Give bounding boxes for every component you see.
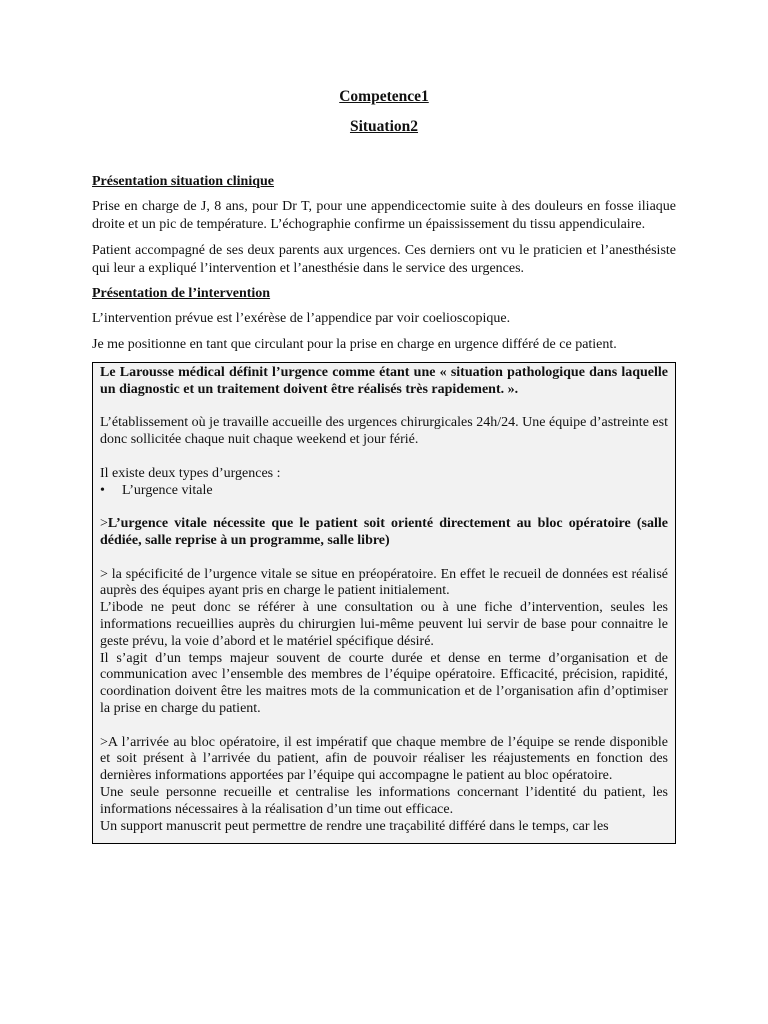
paragraph: L’intervention prévue est l’exérèse de l’appendice par voir coelioscopique. bbox=[92, 311, 511, 326]
section-heading-situation: Présentation situation clinique bbox=[92, 174, 275, 189]
arrow-prefix: > bbox=[100, 516, 108, 532]
box-paragraph: > la spécificité de l’urgence vitale se situe en préopératoire. En effet le recueil de données est réalisé auprès des équipes ayant pris en charge le patient initialement. bbox=[100, 566, 668, 599]
paragraph: Prise en charge de J, 8 ans, pour Dr T, pour une appendicectomie suite à des douleurs en fosse iliaque droite et un pic de température. L’échographie confirme un épaississement du tissu appendiculaire. bbox=[92, 199, 676, 232]
box-paragraph: L’établissement où je travaille accueille des urgences chirurgicales 24h/24. Une équipe d’astreinte est donc sollicitée chaque nuit chaque weekend et jour férié. bbox=[100, 415, 668, 448]
box-paragraph: >A l’arrivée au bloc opératoire, il est impératif que chaque membre de l’équipe se rende disponible et soit présent à l’arrivée du patient, afin de pouvoir réaliser les réajustements en fonction des dernières informations apportées par l’équipe qui accompagne le patient au bloc opératoire. bbox=[100, 734, 668, 784]
document-body bbox=[92, 174, 676, 844]
box-paragraph: Il s’agit d’un temps majeur souvent de courte durée et dense en terme d’organisation et de communication avec l’ensemble des membres de l’équipe opératoire. Efficacité, précision, rapidité, coordination doivent être les maitres mots de la communication et de l’organisation afin d’optimiser la prise en charge du patient. bbox=[100, 650, 668, 716]
box-paragraph: Il existe deux types d’urgences : bbox=[100, 465, 281, 481]
bullet-icon: • bbox=[100, 482, 105, 498]
paragraph: Patient accompagné de ses deux parents aux urgences. Ces derniers ont vu le praticien et l’anesthésiste qui leur a expliqué l’intervention et l’anesthésie dans le service des urgences. bbox=[92, 243, 676, 276]
bold-statement: L’urgence vitale nécessite que le patient soit orienté directement au bloc opératoire (salle dédiée, salle reprise à un programme, salle libre) bbox=[100, 516, 668, 548]
paragraph: Je me positionne en tant que circulant pour la prise en charge en urgence différé de ce patient. bbox=[92, 337, 617, 352]
definition-text: Le Larousse médical définit l’urgence comme étant une « situation pathologique dans laquelle un diagnostic et un traitement doivent être réalisés très rapidement. ». bbox=[100, 365, 668, 397]
document-subtitle: Situation2 bbox=[349, 118, 419, 135]
box-paragraph: L’ibode ne peut donc se référer à une consultation ou à une fiche d’intervention, seules les informations recueillies auprès du chirurgien lui-même peuvent lui servir de base pour connaitre le geste prévu, la voie d’abord et le matériel spécifique désiré. bbox=[100, 600, 668, 649]
box-paragraph: Un support manuscrit peut permettre de rendre une traçabilité différé dans le temps, car les bbox=[100, 818, 609, 834]
text-box bbox=[92, 362, 676, 844]
section-heading-intervention: Présentation de l’intervention bbox=[92, 286, 271, 301]
document-title: Competence1 bbox=[339, 88, 429, 105]
list-item bbox=[100, 483, 668, 500]
list-item-label: L’urgence vitale bbox=[122, 482, 213, 498]
box-paragraph bbox=[100, 516, 668, 550]
box-paragraph: Une seule personne recueille et centralise les informations concernant l’identité du patient, les informations nécessaires à la réalisation d’un time out efficace. bbox=[100, 784, 668, 817]
